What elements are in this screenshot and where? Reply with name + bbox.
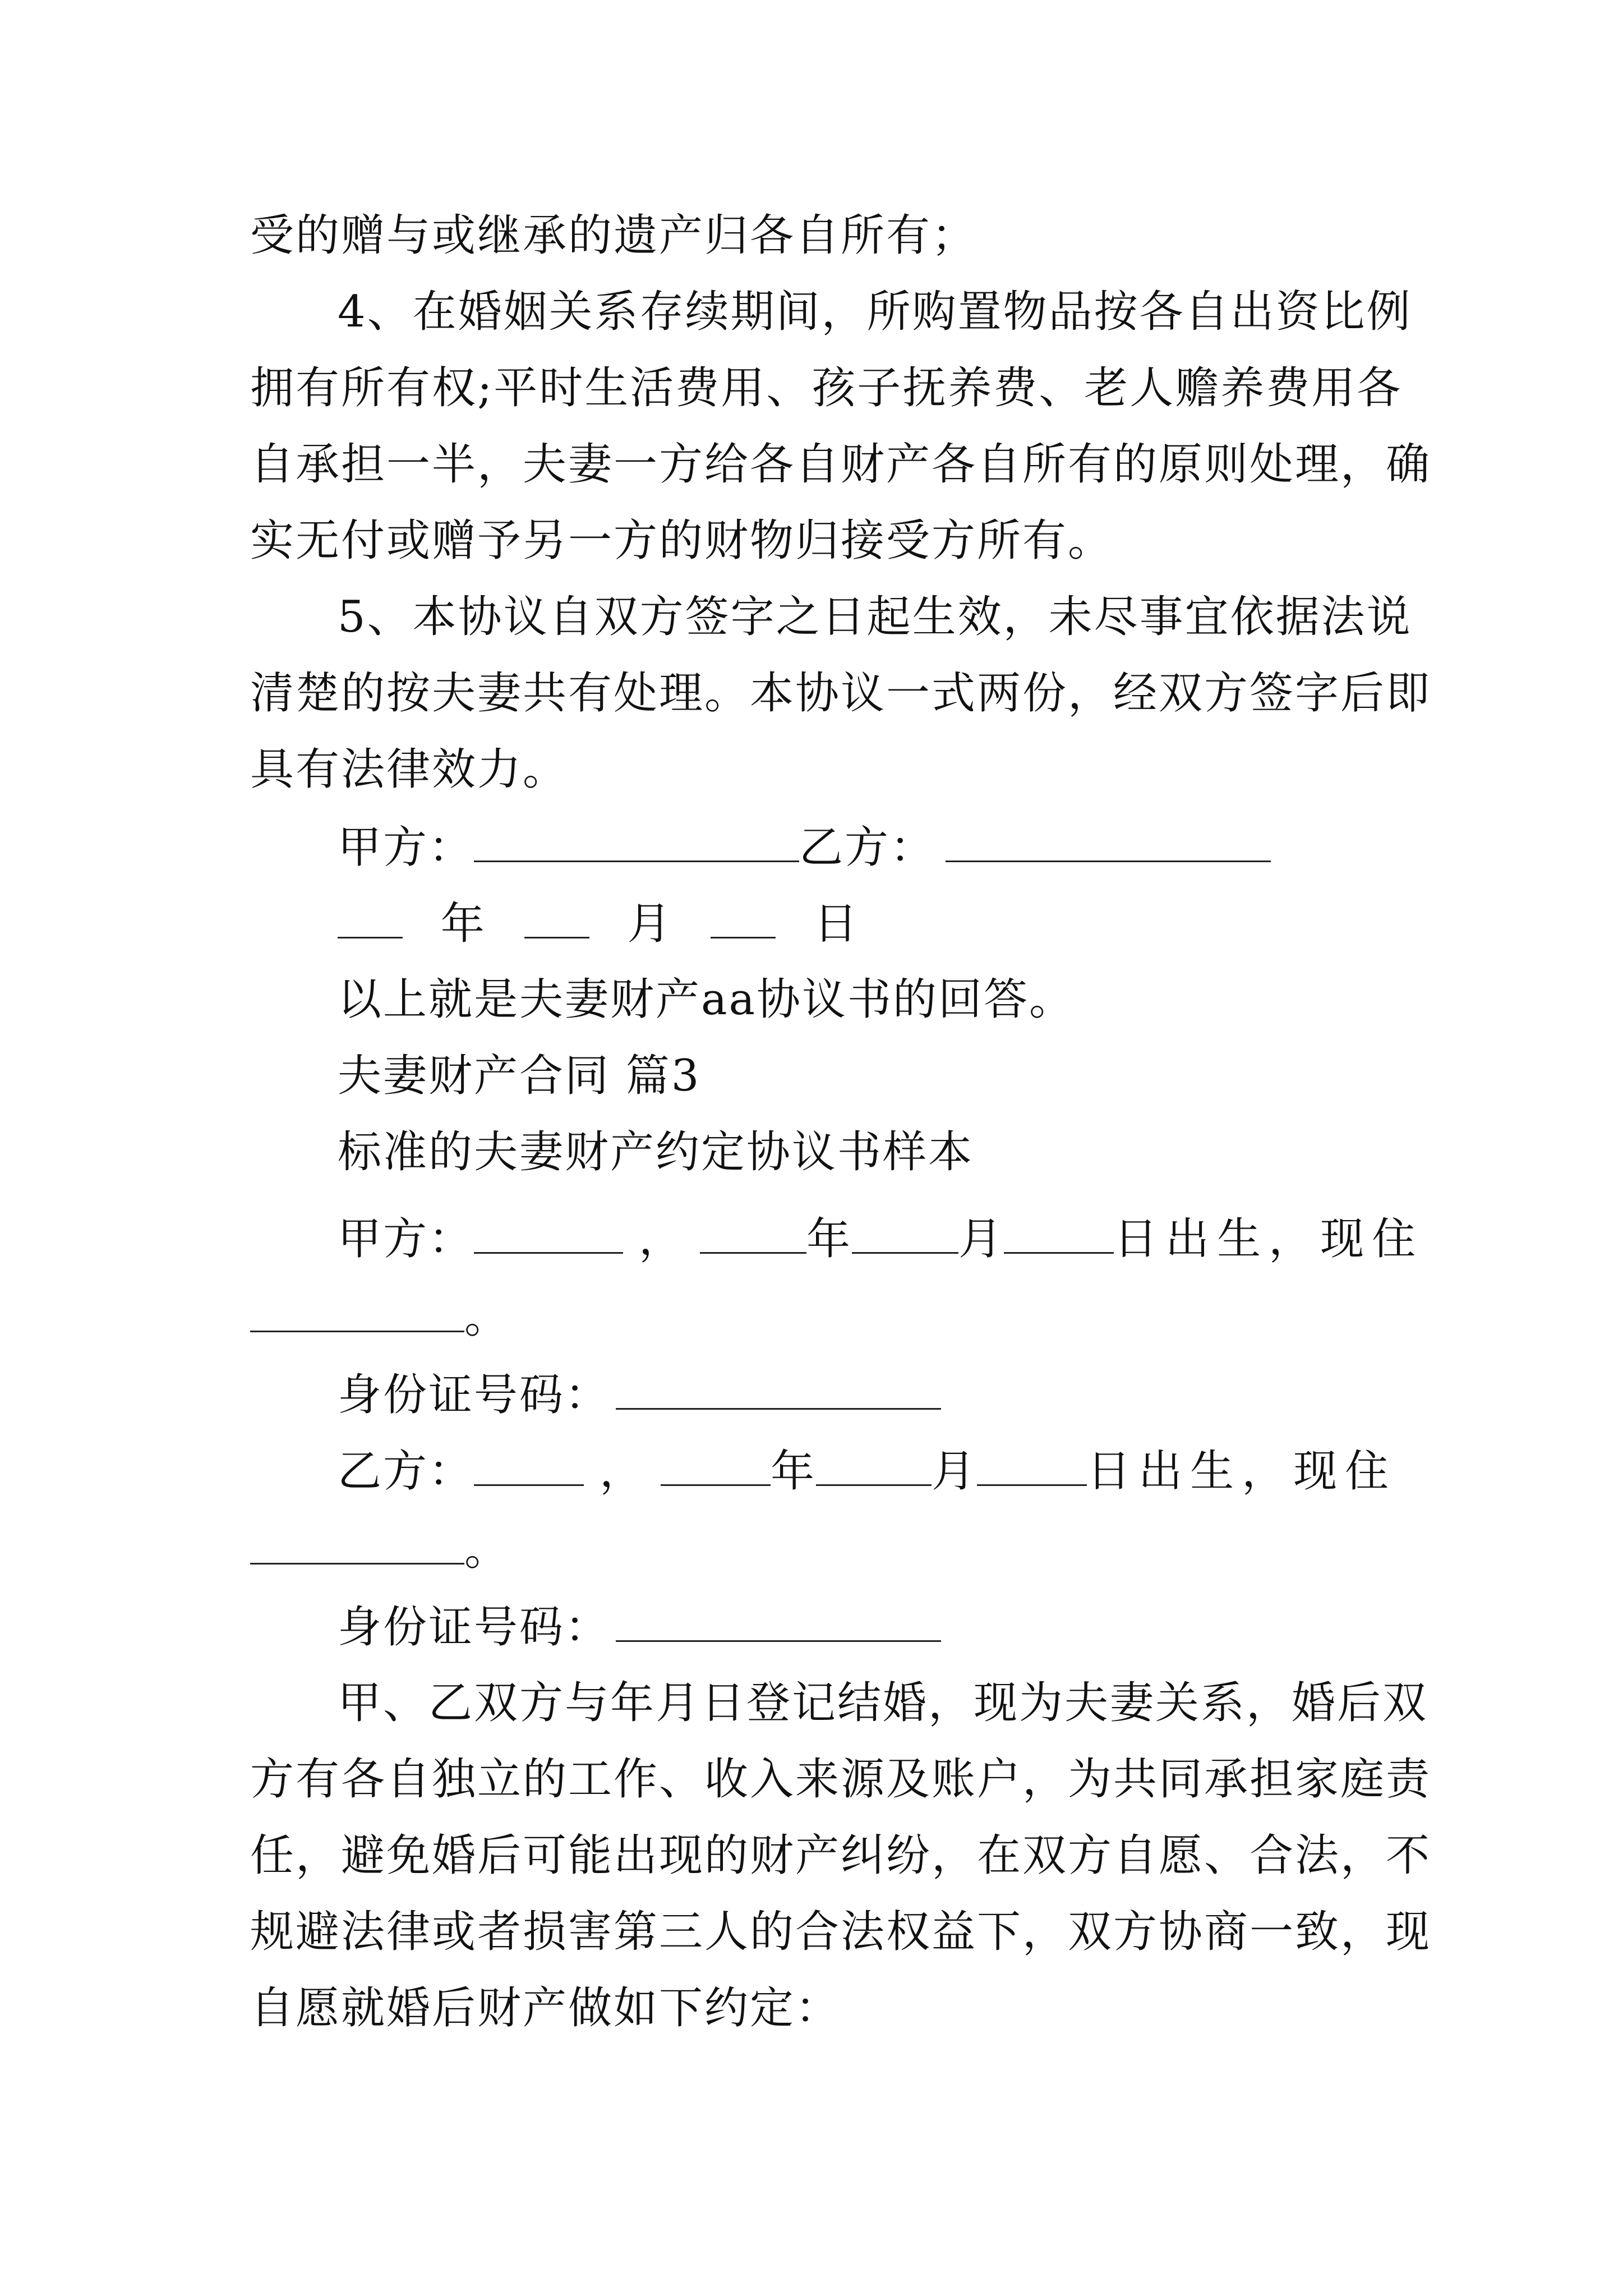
day-label: 日 <box>814 899 860 949</box>
year-blank[interactable] <box>338 896 403 938</box>
text-line: 4、在婚姻关系存续期间，所购置物品按各自出资比例 <box>338 287 1412 337</box>
party-a-form-line <box>338 1212 1424 1266</box>
party-a-id-blank[interactable] <box>616 1368 941 1410</box>
section-heading: 夫妻财产合同 篇3 <box>338 1051 701 1101</box>
text-line: 方有各自独立的工作、收入来源及账户，为共同承担家庭责 <box>250 1754 1432 1805</box>
party-b-label: 乙方： <box>799 822 936 873</box>
text-line: 清楚的按夫妻共有处理。本协议一式两份，经双方签字后即 <box>250 668 1432 719</box>
party-a-blank[interactable] <box>474 820 799 862</box>
year-label: 年 <box>806 1214 852 1264</box>
year-label: 年 <box>440 899 486 949</box>
text-line: 规避法律或者损害第三人的合法权益下，双方协商一致，现 <box>250 1907 1432 1957</box>
text-line: 甲、乙双方与年月日登记结婚，现为夫妻关系，婚后双 <box>338 1678 1428 1728</box>
text-line: 以上就是夫妻财产aa协议书的回答。 <box>338 974 1075 1025</box>
party-a-year-blank[interactable] <box>700 1212 806 1254</box>
comma: ， <box>600 1446 645 1497</box>
party-a-label: 甲方： <box>338 822 474 873</box>
party-b-id-line <box>338 1600 1389 1654</box>
month-label: 月 <box>627 899 673 949</box>
document-title: 标准的夫妻财产约定协议书样本 <box>338 1127 974 1177</box>
party-b-address-line <box>250 1522 1389 1577</box>
period: 。 <box>464 1525 510 1575</box>
born-residence-label: 日出生，现住 <box>1114 1214 1424 1264</box>
date-line <box>338 896 1389 951</box>
party-a-name-blank[interactable] <box>474 1212 623 1254</box>
party-b-month-blank[interactable] <box>816 1444 932 1486</box>
text-line: 自承担一半，夫妻一方给各自财产各自所有的原则处理，确 <box>250 439 1432 490</box>
month-label: 月 <box>932 1446 978 1497</box>
text-line: 实无付或赠予另一方的财物归接受方所有。 <box>250 516 1114 566</box>
party-a-day-blank[interactable] <box>1004 1212 1114 1254</box>
party-b-name-blank[interactable] <box>474 1444 584 1486</box>
month-label: 月 <box>958 1214 1004 1264</box>
party-b-id-blank[interactable] <box>616 1600 941 1642</box>
id-number-label: 身份证号码： <box>338 1602 611 1653</box>
party-a-id-line <box>338 1368 1389 1422</box>
party-a-month-blank[interactable] <box>852 1212 958 1254</box>
id-number-label: 身份证号码： <box>338 1370 611 1420</box>
party-b-form-label: 乙方： <box>338 1446 474 1497</box>
text-line: 拥有所有权;平时生活费用、孩子抚养费、老人赡养费用各 <box>250 363 1403 413</box>
born-residence-label: 日出生，现住 <box>1087 1446 1397 1497</box>
signature-line <box>338 820 1389 875</box>
text-line: 自愿就婚后财产做如下约定： <box>250 1983 841 2033</box>
year-label: 年 <box>771 1446 817 1497</box>
text-line: 具有法律效力。 <box>250 744 569 795</box>
party-a-address-line <box>250 1290 1389 1345</box>
party-b-form-line <box>338 1444 1397 1498</box>
party-a-form-label: 甲方： <box>338 1214 474 1264</box>
period: 。 <box>464 1292 510 1343</box>
party-b-blank[interactable] <box>946 820 1271 862</box>
day-blank[interactable] <box>711 896 776 938</box>
party-b-address-blank[interactable] <box>250 1522 464 1565</box>
text-line: 任，避免婚后可能出现的财产纠纷，在双方自愿、合法，不 <box>250 1830 1432 1881</box>
text-line: 受的赠与或继承的遗产归各自所有； <box>250 210 978 261</box>
party-b-day-blank[interactable] <box>977 1444 1087 1486</box>
comma: ， <box>639 1214 685 1264</box>
text-line: 5、本协议自双方签字之日起生效，未尽事宜依据法说 <box>338 592 1412 642</box>
party-a-address-blank[interactable] <box>250 1290 464 1332</box>
party-b-year-blank[interactable] <box>661 1444 771 1486</box>
month-blank[interactable] <box>524 896 589 938</box>
